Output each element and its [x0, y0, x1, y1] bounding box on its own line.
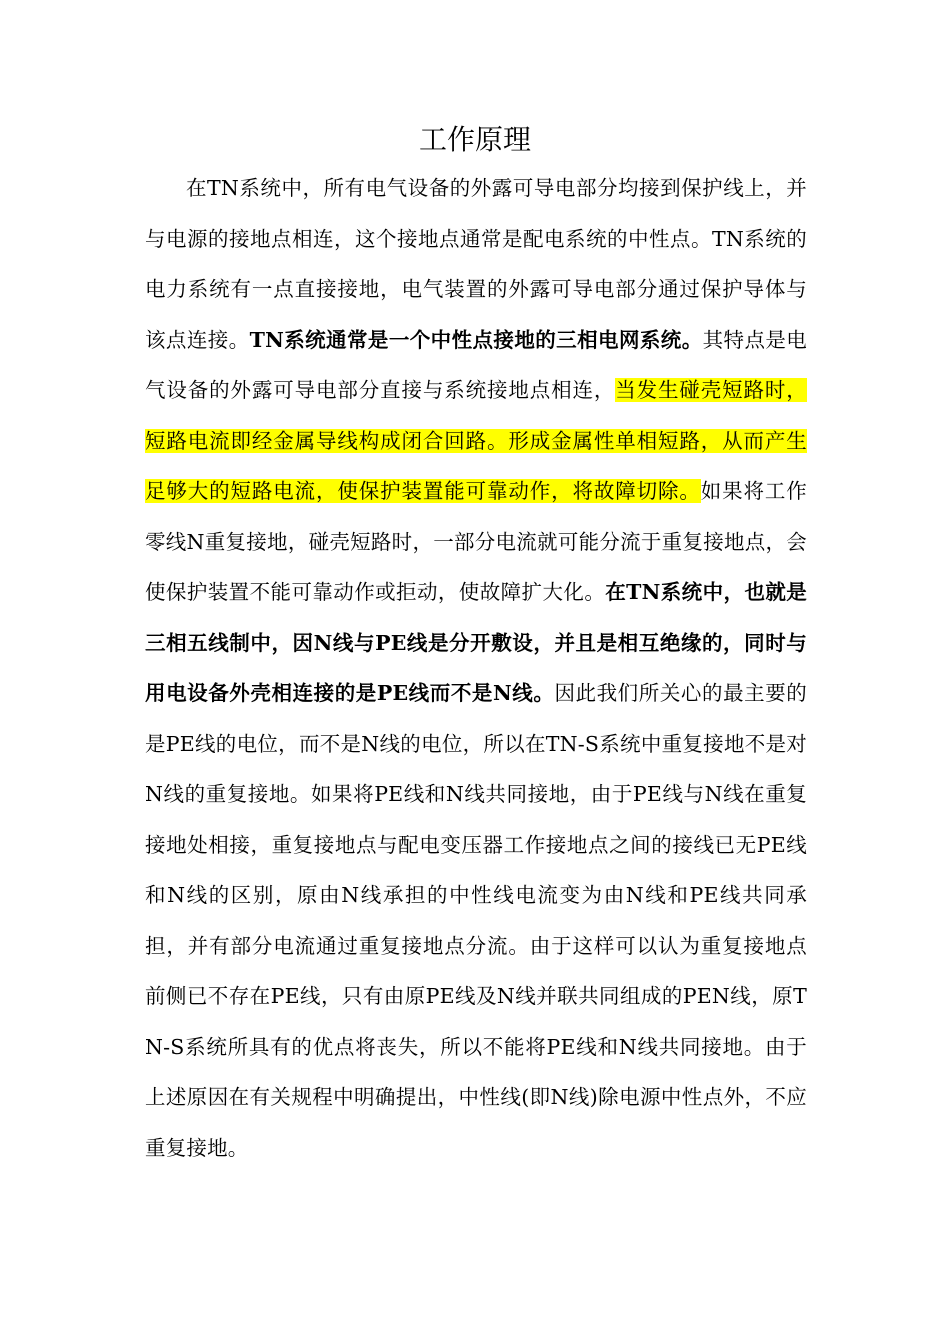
paragraph-segment-2-bold: TN系统通常是一个中性点接地的三相电网系统。	[249, 327, 703, 352]
paragraph-segment-6-bold: 在TN系统中，也就是三相五线制中，因N线与PE线是分开敷设，并且是相互绝缘的，同时与用电设备外壳相连接的是PE线而不是N线。	[145, 580, 807, 705]
paragraph-segment-5: 如果将工作零线N重复接地，碰壳短路时，一部分电流就可能分流于重复接地点，会使保护装置不能可靠动作或拒动，使故障扩大化。	[145, 479, 808, 604]
paragraph-segment-1: 在TN系统中，所有电气设备的外露可导电部分均接到保护线上，并与电源的接地点相连，这个接地点通常是配电系统的中性点。TN系统的电力系统有一点直接接地，电气装置的外露可导电部分通过保护导体与该点连接。	[145, 176, 807, 352]
document-title: 工作原理	[418, 123, 531, 156]
paragraph-segment-3: 其特点是电气设备的外露可导电部分直接与系统接地点相连，	[145, 327, 808, 402]
paragraph-segment-4-highlighted: 当发生碰壳短路时，短路电流即经金属导线构成闭合回路。形成金属性单相短路，从而产生足够大的短路电流，使保护装置能可靠动作，将故障切除。	[145, 378, 807, 503]
paragraph-segment-7: 因此我们所关心的最主要的是PE线的电位，而不是N线的电位，所以在TN-S系统中重复接地不是对N线的重复接地。如果将PE线和N线共同接地，由于PE线与N线在重复接地处相接，重复接地点与配电变压器工作接地点之间的接线已无PE线和N线的区别，原由N线承担的中性线电流变为由N线和PE线共同承担，并有部分电流通过重复接地点分流。由于这样可以认为重复接地点前侧已不存在PE线，只有由原PE线及N线并联共同组成的PEN线，原TN-S系统所具有的优点将丧失，所以不能将PE线和N线共同接地。由于上述原因在有关规程中明确提出，中性线(即N线)除电源中性点外，不应重复接地。	[145, 681, 808, 1160]
body-paragraph	[145, 163, 807, 1173]
